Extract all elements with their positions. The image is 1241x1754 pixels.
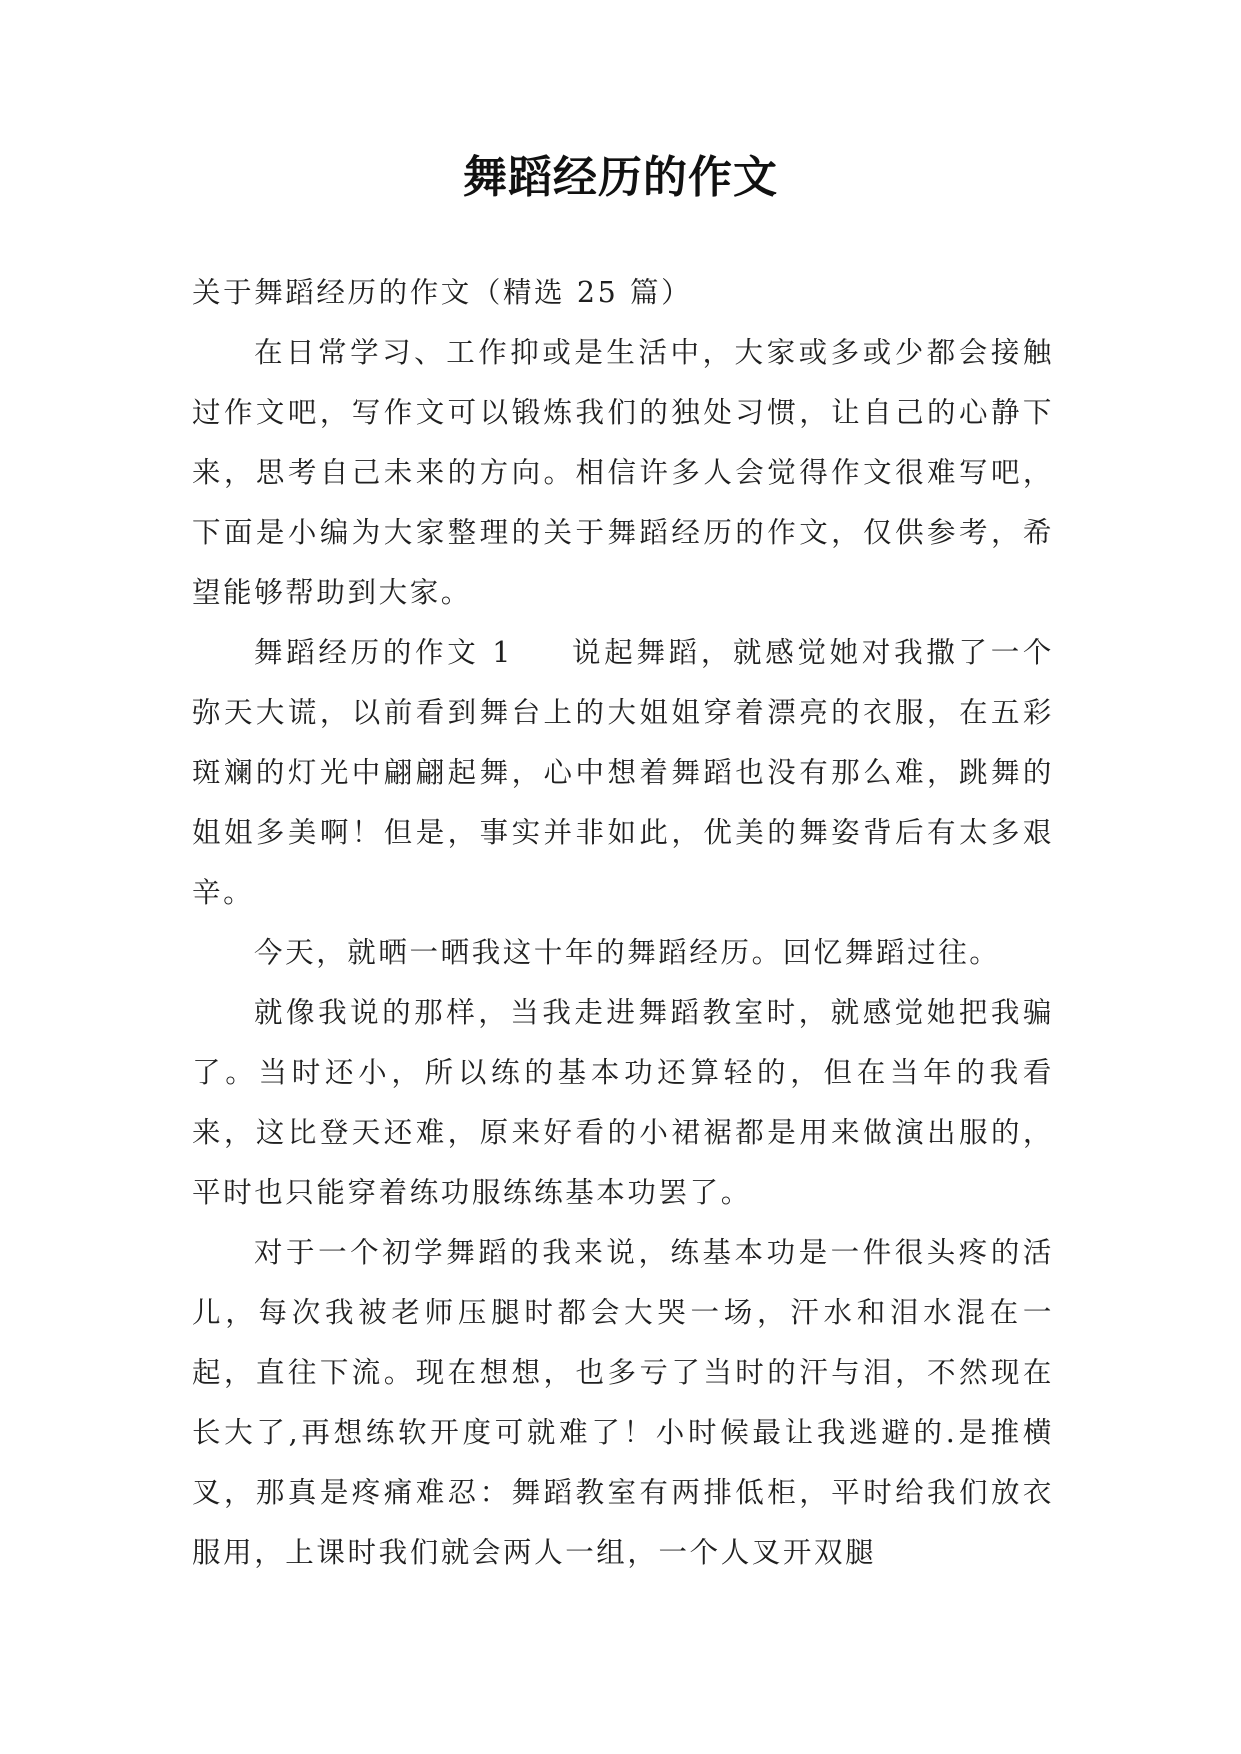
essay-1-paragraph-2: 今天，就晒一晒我这十年的舞蹈经历。回忆舞蹈过往。: [254, 936, 1001, 969]
document-subtitle: 关于舞蹈经历的作文（精选 25 篇）: [192, 276, 693, 309]
document-body: [192, 263, 1054, 1583]
essay-1-first-paragraph: [192, 623, 1054, 923]
document-title: 舞蹈经历的作文: [463, 152, 778, 203]
essay-1-paragraph-3: 就像我说的那样，当我走进舞蹈教室时，就感觉她把我骗了。当时还小，所以练的基本功还算轻的，但在当年的我看来，这比登天还难，原来好看的小裙裾都是用来做演出服的，平时也只能穿着练功服练练基本功罢了。: [192, 996, 1054, 1209]
essay-1-heading: 舞蹈经历的作文 1: [254, 636, 513, 669]
essay-1-paragraph-1: 说起舞蹈，就感觉她对我撒了一个弥天大谎，以前看到舞台上的大姐姐穿着漂亮的衣服，在五彩斑斓的灯光中翩翩起舞，心中想着舞蹈也没有那么难，跳舞的姐姐多美啊！但是，事实并非如此，优美的舞姿背后有太多艰辛。: [192, 636, 1054, 909]
intro-paragraph: 在日常学习、工作抑或是生活中，大家或多或少都会接触过作文吧，写作文可以锻炼我们的独处习惯，让自己的心静下来，思考自己未来的方向。相信许多人会觉得作文很难写吧，下面是小编为大家整理的关于舞蹈经历的作文，仅供参考，希望能够帮助到大家。: [192, 336, 1054, 609]
essay-1-paragraph-4: 对于一个初学舞蹈的我来说，练基本功是一件很头疼的活儿，每次我被老师压腿时都会大哭一场，汗水和泪水混在一起，直往下流。现在想想，也多亏了当时的汗与泪，不然现在长大了,再想练软开度可就难了！小时候最让我逃避的.是推横叉，那真是疼痛难忍：舞蹈教室有两排低柜，平时给我们放衣服用，上课时我们就会两人一组，一个人叉开双腿: [192, 1236, 1054, 1569]
